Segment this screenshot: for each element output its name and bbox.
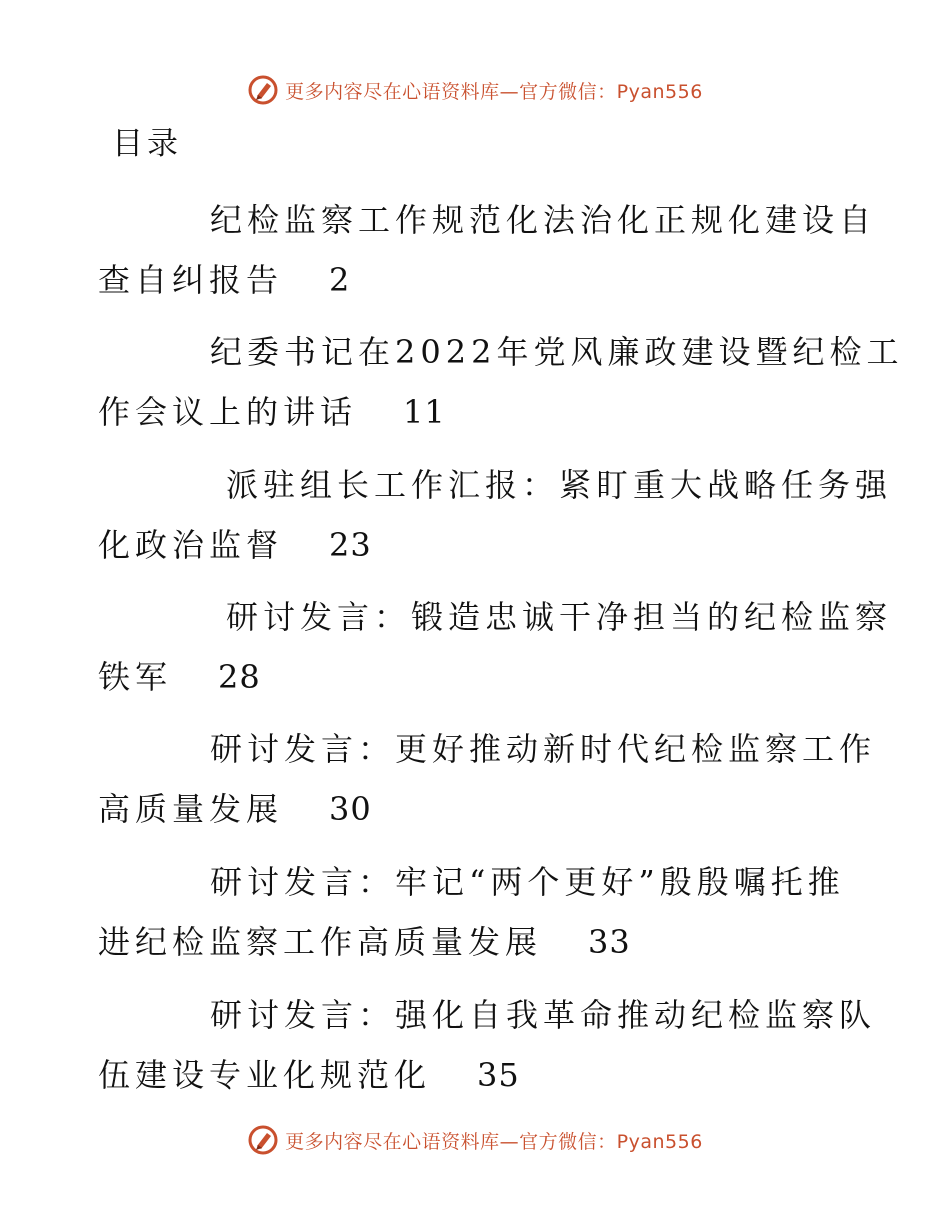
toc-entry-title-line1: 派驻组长工作汇报：紧盯重大战略任务强 (226, 466, 893, 504)
header-watermark-banner (0, 70, 950, 110)
toc-entry-title-line1: 纪委书记在2022年党风廉政建设暨纪检工 (210, 333, 904, 371)
watermark-text: 更多内容尽在心语资料库—官方微信：Pyan556 (285, 1130, 703, 1153)
toc-entry-title-line2: 查自纠报告 2 (98, 261, 351, 299)
toc-entry-page: 11 (403, 393, 446, 431)
toc-entry-title-line1: 研讨发言：锻造忠诚干净担当的纪检监察 (226, 598, 893, 636)
pen-nib-circle-icon (247, 74, 279, 106)
toc-entry-title-line2: 铁军 28 (98, 658, 261, 696)
toc-entry-title-line1: 研讨发言：牢记“两个更好”殷殷嘱托推 (210, 863, 845, 901)
toc-entry-page: 28 (218, 658, 261, 696)
toc-entry-page: 23 (329, 526, 372, 564)
watermark-text: 更多内容尽在心语资料库—官方微信：Pyan556 (285, 80, 703, 103)
toc-entry-title-line2: 化政治监督 23 (98, 526, 372, 564)
toc-entry-page: 33 (588, 923, 631, 961)
toc-entry[interactable] (98, 322, 904, 442)
wechat-id: Pyan556 (616, 1130, 703, 1153)
toc-entry[interactable] (98, 587, 893, 707)
page-title: 目录 (112, 126, 182, 162)
footer-watermark-banner (0, 1120, 950, 1160)
toc-entry[interactable] (98, 455, 893, 575)
toc-entry-title-line1: 研讨发言：更好推动新时代纪检监察工作 (210, 730, 877, 768)
toc-entry-page: 35 (477, 1056, 520, 1094)
toc-entry-title-line1: 纪检监察工作规范化法治化正规化建设自 (210, 201, 877, 239)
toc-entry-title-line2: 高质量发展 30 (98, 790, 372, 828)
toc-entry-title-line2: 进纪检监察工作高质量发展 33 (98, 923, 631, 961)
toc-entry-title-line2: 作会议上的讲话 11 (98, 393, 446, 431)
toc-entry[interactable] (98, 985, 877, 1105)
toc-entry[interactable] (98, 852, 858, 972)
pen-nib-circle-icon (247, 1124, 279, 1156)
wechat-id: Pyan556 (616, 80, 703, 103)
toc-entry[interactable] (98, 719, 877, 839)
toc-entry[interactable] (98, 190, 877, 310)
toc-entry-page: 2 (329, 261, 351, 299)
toc-entry-page: 30 (329, 790, 372, 828)
toc-entry-title-line1: 研讨发言：强化自我革命推动纪检监察队 (210, 996, 877, 1034)
toc-entry-title-line2: 伍建设专业化规范化 35 (98, 1056, 520, 1094)
